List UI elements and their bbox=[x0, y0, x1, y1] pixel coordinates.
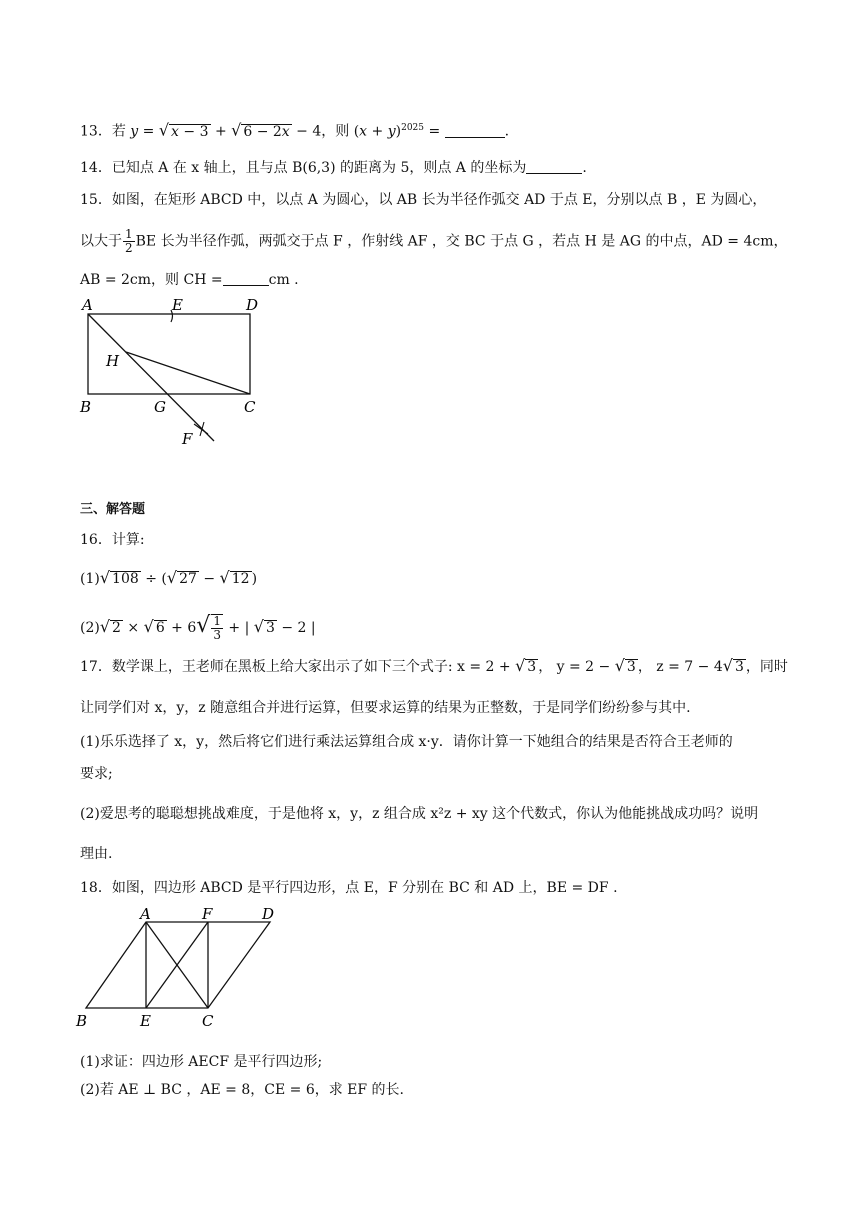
q17-z-root: 3 bbox=[734, 659, 744, 675]
question-16-title: 16．计算: bbox=[80, 532, 145, 548]
question-15-line-2 bbox=[80, 228, 787, 255]
q16-p1-c: 12 bbox=[231, 571, 250, 587]
question-17-line-2: 让同学们对 x，y，z 随意组合并进行运算，但要求运算的结果为正整数，于是同学们纷纷参与其中. bbox=[80, 700, 691, 716]
q14-answer-blank[interactable] bbox=[526, 159, 582, 174]
question-18-part-2: (2)若 AE ⊥ BC ，AE = 8，CE = 6，求 EF 的长. bbox=[80, 1082, 405, 1098]
q16-p2-abs-open: + | bbox=[223, 620, 254, 636]
q15-answer-blank[interactable] bbox=[223, 271, 269, 286]
question-18-line-1: 18．如图，四边形 ABCD 是平行四边形，点 E，F 分别在 BC 和 AD 上，BE = DF . bbox=[80, 880, 618, 896]
q14-text: 14．已知点 A 在 x 轴上，且与点 B(6,3) 的距离为 5，则点 A 的坐标为 bbox=[80, 160, 527, 176]
question-16-part-1: (1)√ 108 ÷ (√ 27 − √ 12 ) bbox=[80, 568, 258, 587]
q16-p2-times: × bbox=[122, 620, 144, 636]
q16-p1-a: 108 bbox=[112, 571, 139, 587]
q15-frac-den: 2 bbox=[125, 241, 133, 255]
q16-p1-label: (1) bbox=[80, 571, 100, 587]
question-16-part-2: (2)√ 2 × √ 6 + 6√ $\frac{1}{3}$ + | √ 3 − 2 | bbox=[80, 613, 316, 642]
q17-x-root: 3 bbox=[527, 659, 537, 675]
label2-E: E bbox=[140, 1012, 151, 1030]
label-B: B bbox=[80, 398, 92, 416]
question-18-part-1: (1)求证：四边形 AECF 是平行四边形; bbox=[80, 1054, 323, 1070]
rectangle-figure bbox=[76, 296, 259, 456]
q17-line1-pre: 17．数学课上，王老师在黑板上给大家出示了如下三个式子: bbox=[80, 659, 453, 675]
question-17-part-2-cont: 理由. bbox=[80, 846, 113, 862]
question-17-part-1: (1)乐乐选择了 x，y，然后将它们进行乘法运算组合成 x·y．请你计算一下她组合的结果是否符合王老师的 bbox=[80, 734, 733, 750]
q16-p2-fraction bbox=[211, 614, 223, 642]
label2-F: F bbox=[202, 905, 213, 923]
q17-y-expr: y = 2 − bbox=[556, 659, 615, 675]
question-13: 13．若 y = √ x − 3 + √ 6 − 2x − 4，则 $(x + y)^{2025}$ = . bbox=[80, 120, 510, 140]
question-17-part-2: (2)爱思考的聪聪想挑战难度，于是他将 x，y，z 组合成 x²z + xy 这个代数式，你认为他能挑战成功吗？说明 bbox=[80, 806, 759, 822]
label-A: A bbox=[82, 296, 93, 314]
q13-exponent: 2025 bbox=[401, 123, 425, 133]
label-G: G bbox=[154, 398, 166, 416]
q14-end: . bbox=[582, 160, 587, 176]
question-15-line-1: 15．如图，在矩形 ABCD 中，以点 A 为圆心，以 AB 长为半径作弧交 AD 于点 E，分别以点 B ，E 为圆心， bbox=[80, 192, 767, 208]
q15-frac-num: 1 bbox=[125, 227, 133, 241]
q13-end: . bbox=[504, 123, 510, 140]
section-3-heading: 三、解答题 bbox=[80, 502, 146, 517]
q16-p2-b: 6 bbox=[155, 620, 165, 636]
q17-line1-post: ，同时 bbox=[745, 659, 788, 675]
q17-x-expr: x = 2 + bbox=[456, 659, 516, 675]
question-15-line-3 bbox=[80, 270, 299, 290]
q16-p2-plus6: + 6 bbox=[166, 620, 197, 636]
q15-line3-post: cm . bbox=[268, 272, 299, 288]
q16-p2-a: 2 bbox=[112, 620, 121, 636]
q13-mid: ，则 bbox=[321, 123, 350, 140]
q17-z-expr: z = 7 − 4 bbox=[656, 659, 723, 675]
q13-answer-blank[interactable] bbox=[445, 123, 505, 138]
q16-p2-frac-num: 1 bbox=[213, 614, 221, 628]
label2-A: A bbox=[140, 905, 151, 923]
q13-number: 13． bbox=[80, 123, 112, 140]
q15-line3-pre: AB = 2cm，则 CH = bbox=[80, 272, 223, 288]
label-C: C bbox=[244, 398, 256, 416]
label2-D: D bbox=[262, 905, 275, 923]
q17-y-root: 3 bbox=[626, 659, 636, 675]
question-14 bbox=[80, 158, 587, 178]
q16-p1-close: ) bbox=[251, 571, 258, 587]
q15-line2-post: BE 长为半径作弧，两弧交于点 F ，作射线 AF ，交 BC 于点 G ，若点 H 是 AG 的中点，AD = 4cm， bbox=[135, 233, 788, 250]
label-F: F bbox=[182, 430, 193, 448]
label2-B: B bbox=[76, 1012, 88, 1030]
question-17-part-1-cont: 要求; bbox=[80, 766, 113, 782]
q16-p2-frac-den: 3 bbox=[213, 628, 221, 642]
question-17-line-1: 17．数学课上，王老师在黑板上给大家出示了如下三个式子: x = 2 + √ 3 ， y = 2 − √ 3 ， z = 7 − 4√ 3 ，同时 bbox=[80, 656, 788, 675]
label2-C: C bbox=[202, 1012, 214, 1030]
q16-p2-abs-close: − 2 | bbox=[276, 620, 316, 636]
q16-p1-minus: − bbox=[198, 571, 220, 587]
q16-p2-c: 3 bbox=[265, 620, 275, 636]
label-D: D bbox=[246, 296, 259, 314]
q16-p2-label: (2) bbox=[80, 620, 100, 636]
q15-fraction bbox=[123, 228, 135, 255]
q16-p1-div: ÷ ( bbox=[140, 571, 167, 587]
q13-pre: 若 bbox=[111, 123, 126, 140]
q15-line2-pre: 以大于 bbox=[80, 233, 122, 250]
q16-p1-b: 27 bbox=[179, 571, 197, 587]
parallelogram-figure bbox=[74, 905, 294, 1048]
label-H: H bbox=[106, 352, 120, 370]
label-E: E bbox=[172, 296, 183, 314]
